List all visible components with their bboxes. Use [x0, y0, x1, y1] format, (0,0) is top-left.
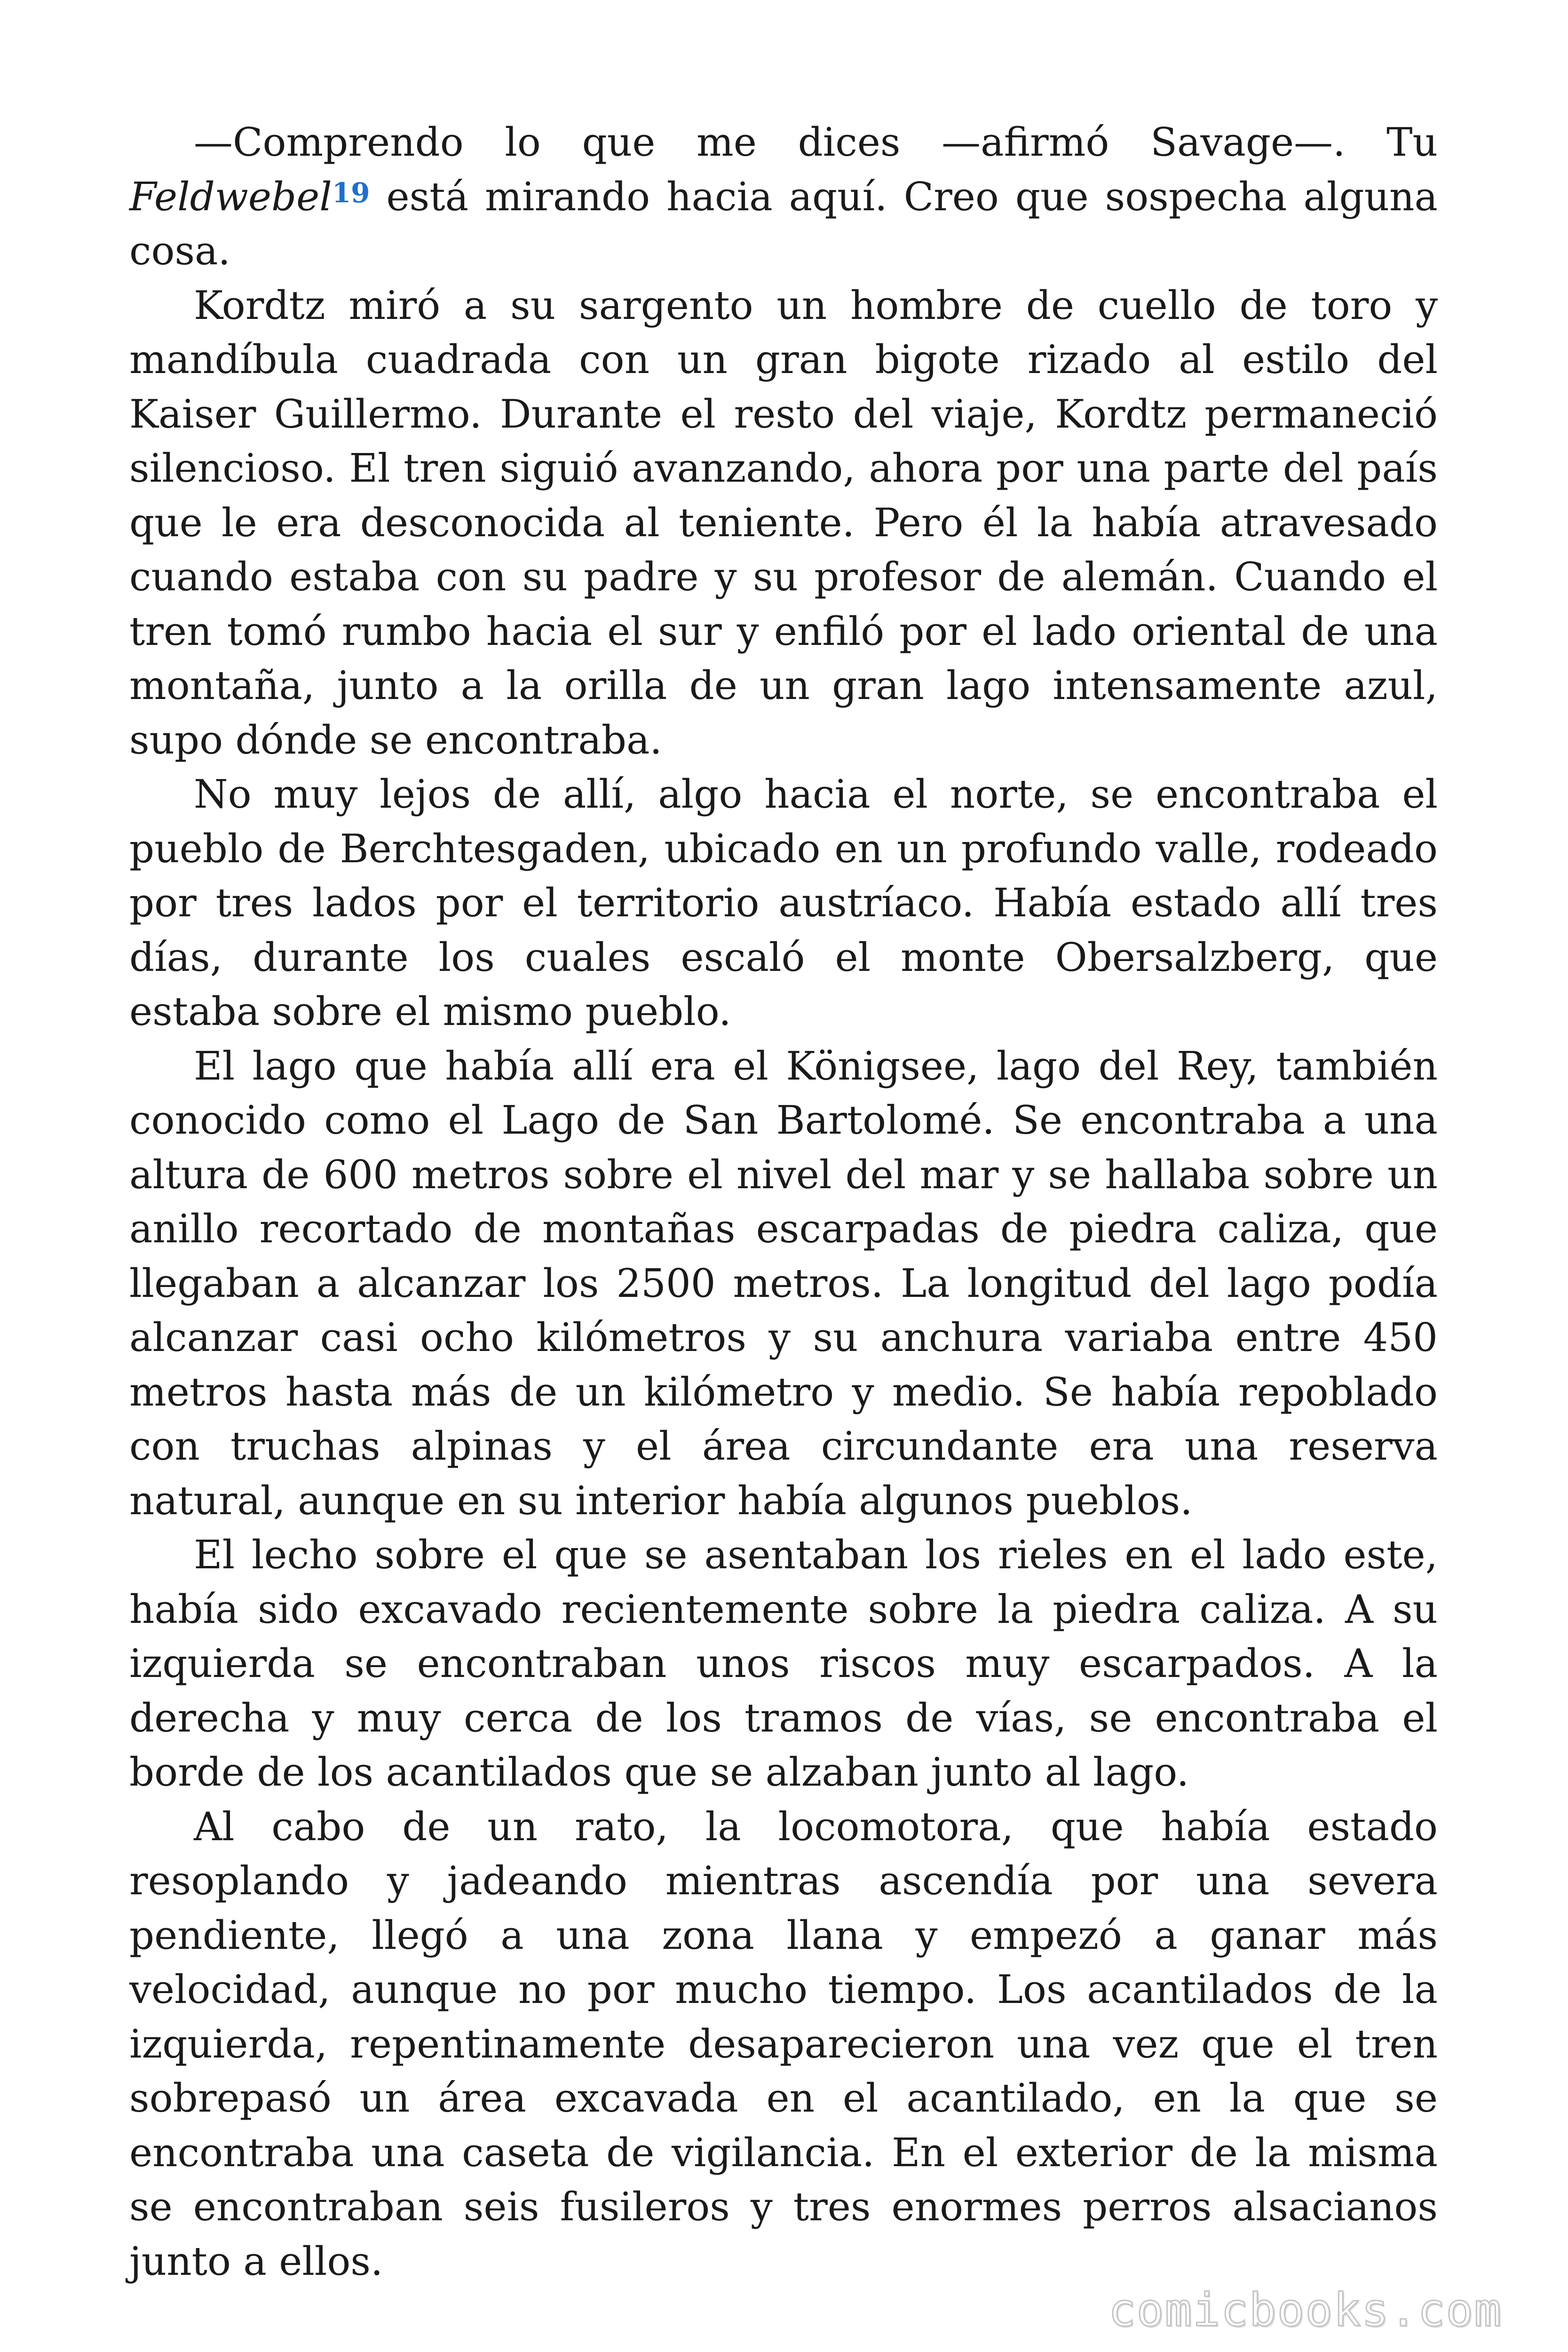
paragraph-6: Al cabo de un rato, la locomotora, que había estado resoplando y jadeando mientras ascendía por una severa pendiente, llegó a una zona llana y empezó a ganar más velocidad, aunque no por mucho tiempo. Los acantilados de la izquierda, repentinamente desaparecieron una vez que el tren sobrepasó un área excavada en el acantilado, en la que se encontraba una caseta de vigilancia. En el exterior de la misma se encontraban seis fusileros y tres enormes perros alsacianos junto a ellos.: [129, 1804, 1438, 2284]
feldwebel-emphasis: Feldwebel: [129, 174, 332, 220]
paragraph-1: [129, 115, 1438, 278]
paragraph-4: El lago que había allí era el Königsee, lago del Rey, también conocido como el Lago de San Bartolomé. Se encontraba a una altura de 600 metros sobre el nivel del mar y se hallaba sobre un anillo recortado de montañas escarpadas de piedra caliza, que llegaban a alcanzar los 2500 metros. La longitud del lago podía alcanzar casi ocho kilómetros y su anchura variaba entre 450 metros hasta más de un kilómetro y medio. Se había repoblado con truchas alpinas y el área circundante era una reserva natural, aunque en su interior había algunos pueblos.: [129, 1043, 1438, 1524]
paragraph-1-text-before: —Comprendo lo que me dices —afirmó Savage—. Tu: [194, 119, 1438, 165]
page-body: [129, 115, 1438, 2288]
paragraph-3: No muy lejos de allí, algo hacia el norte, se encontraba el pueblo de Berchtesgaden, ubicado en un profundo valle, rodeado por tres lados por el territorio austríaco. Había estado allí tres días, durante los cuales escaló el monte Obersalzberg, que estaba sobre el mismo pueblo.: [129, 771, 1438, 1034]
paragraph-2: Kordtz miró a su sargento un hombre de cuello de toro y mandíbula cuadrada con un gran bigote rizado al estilo del Kaiser Guillermo. Durante el resto del viaje, Kordtz permaneció silencioso. El tren siguió avanzando, ahora por una parte del país que le era desconocida al teniente. Pero él la había atravesado cuando estaba con su padre y su profesor de alemán. Cuando el tren tomó rumbo hacia el sur y enfiló por el lado oriental de una montaña, junto a la orilla de un gran lago intensamente azul, supo dónde se encontraba.: [129, 282, 1438, 763]
paragraph-5: El lecho sobre el que se asentaban los rieles en el lado este, había sido excavado recientemente sobre la piedra caliza. A su izquierda se encontraban unos riscos muy escarpados. A la derecha y muy cerca de los tramos de vías, se encontraba el borde de los acantilados que se alzaban junto al lago.: [129, 1532, 1438, 1795]
footnote-link[interactable]: 19: [332, 176, 370, 209]
paragraph-1-text-after: está mirando hacia aquí. Creo que sospecha alguna cosa.: [129, 174, 1438, 274]
watermark: comicbooks.com: [1108, 2284, 1502, 2336]
